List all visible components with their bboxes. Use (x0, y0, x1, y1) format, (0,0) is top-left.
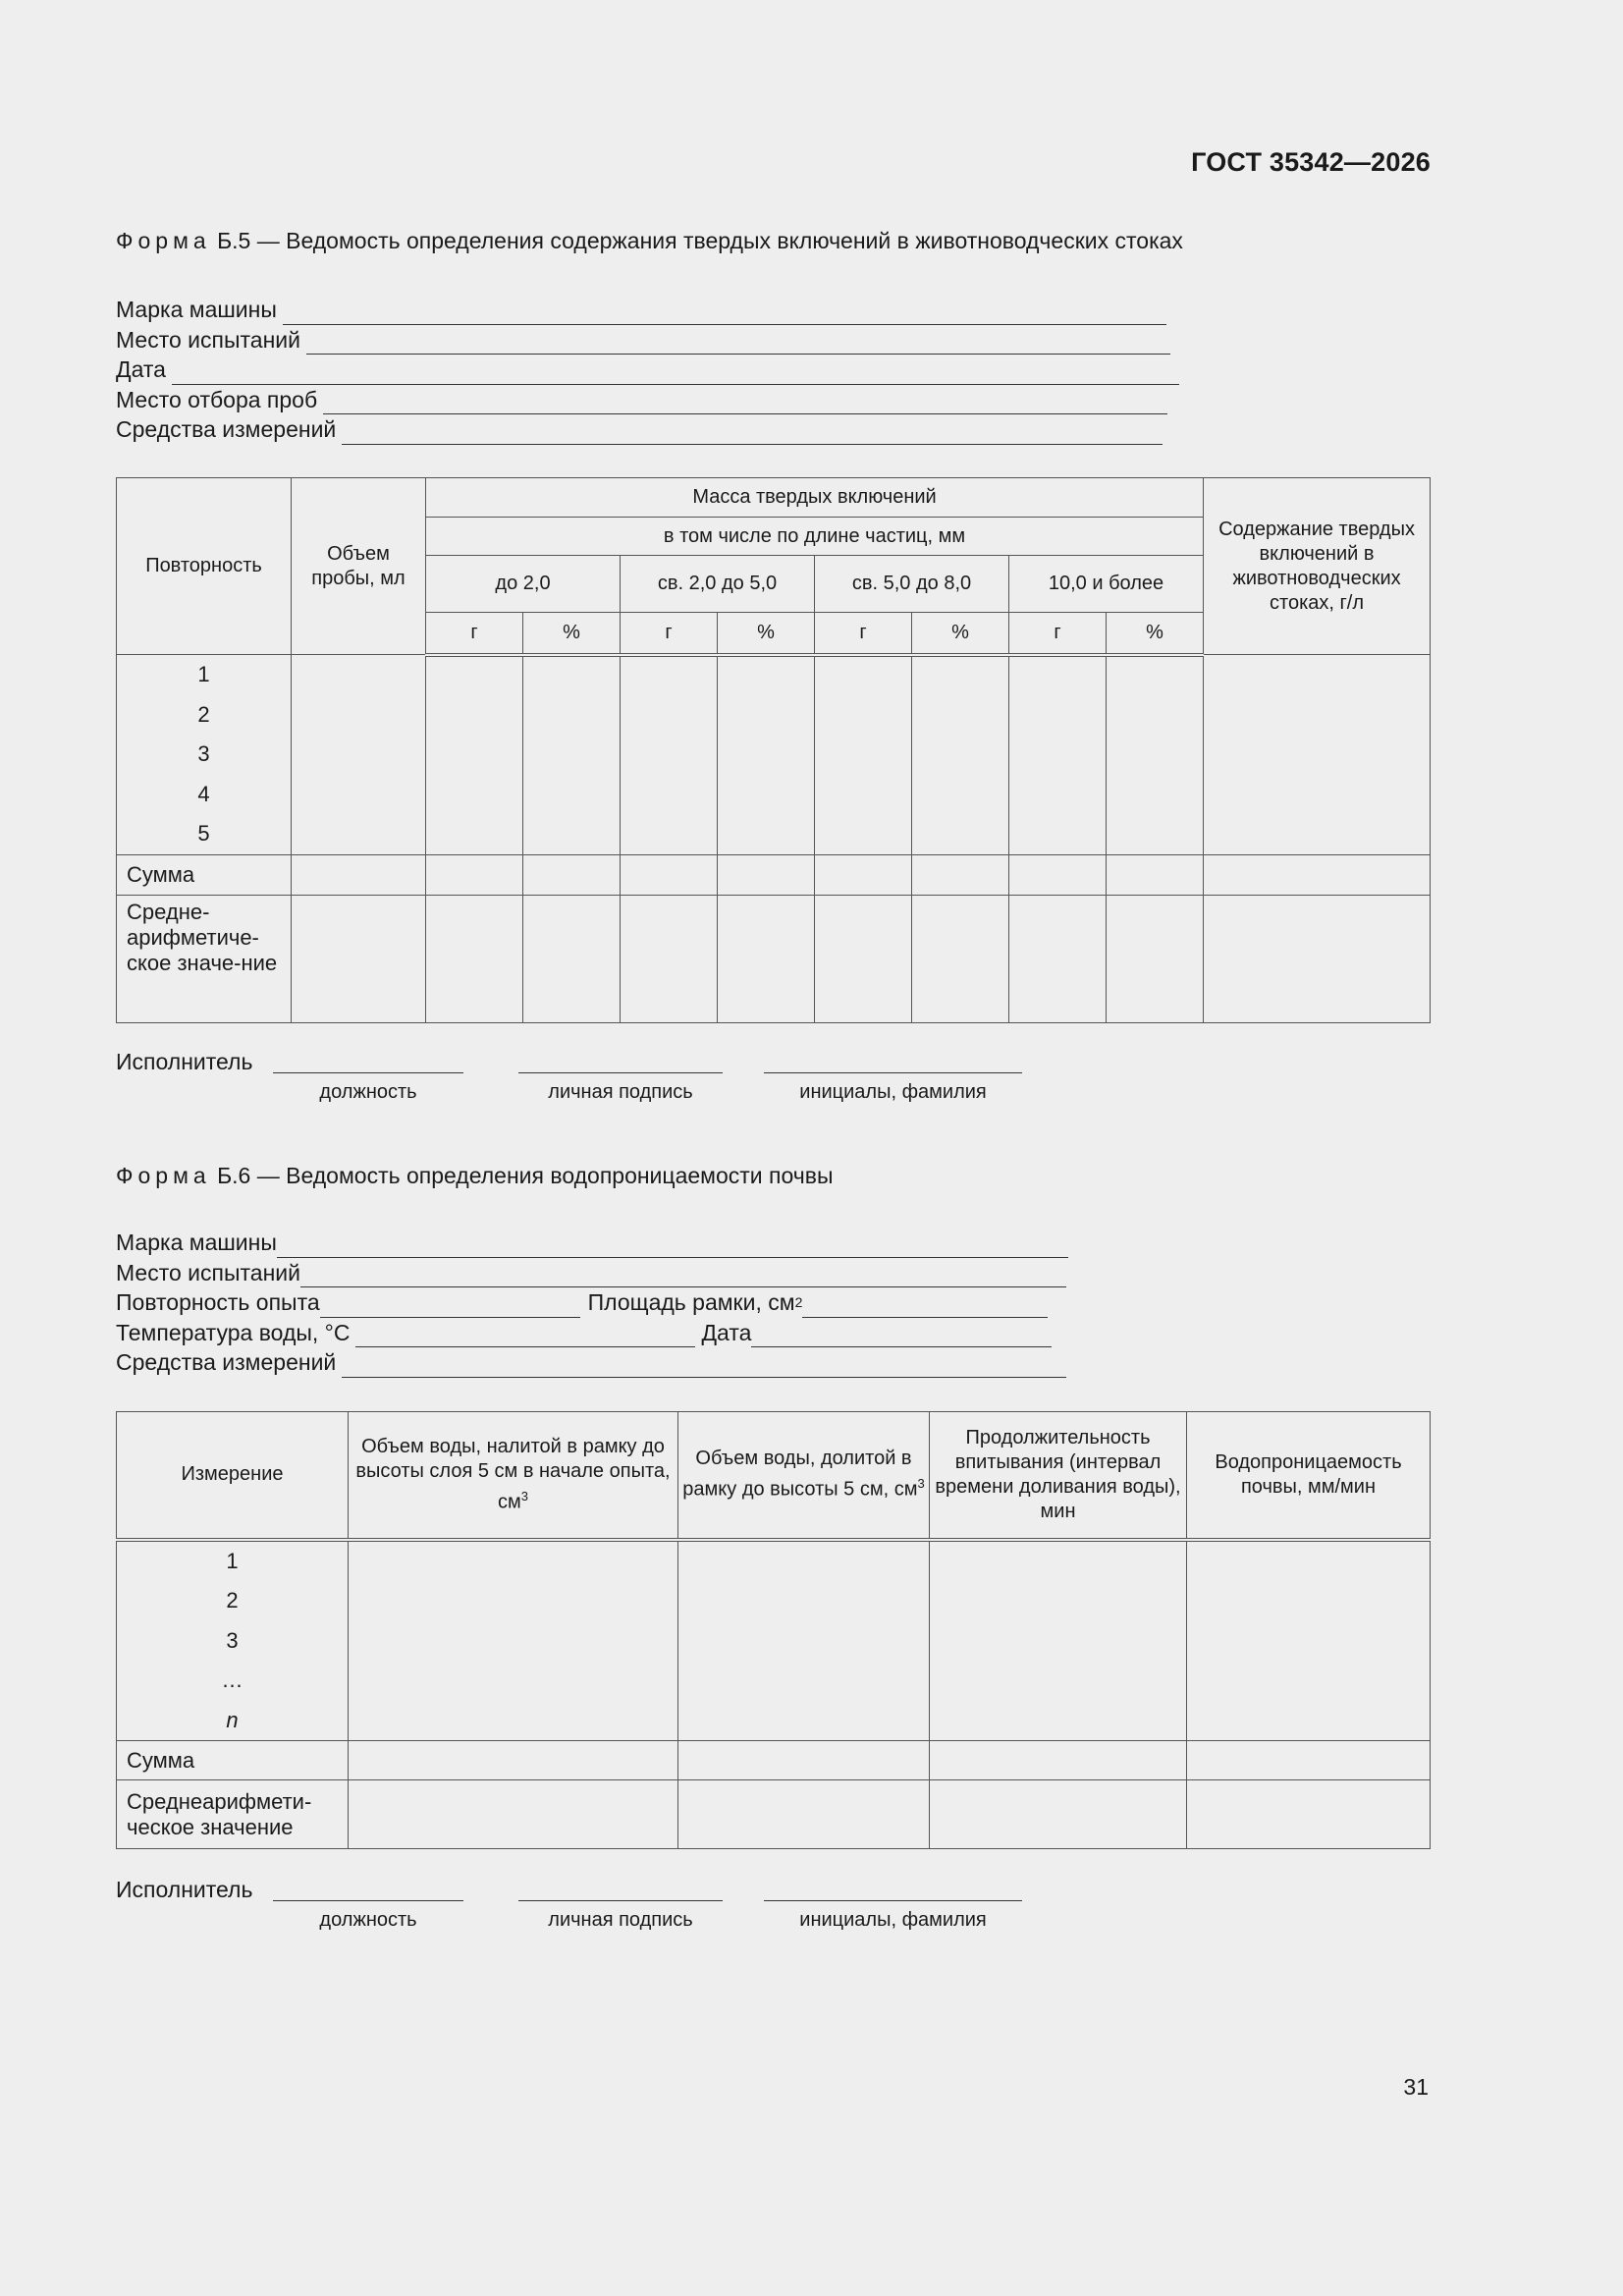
date-line[interactable] (172, 362, 1179, 385)
form-b5-title (116, 228, 1183, 254)
col-duration-header: Продолжительность впитывания (интервал времени доливания воды), мин (930, 1412, 1187, 1540)
area-line[interactable] (802, 1295, 1048, 1318)
measure-number: 2 (226, 1588, 239, 1613)
field-measuring-means: Средства измерений (116, 1347, 1068, 1378)
repeat-number: 3 (197, 741, 210, 766)
page-number: 31 (1403, 2074, 1429, 2100)
col-poured-header: Объем воды, налитой в рамку до высоты слоя 5 см в начале опыта, $см^3$ (349, 1412, 678, 1540)
unit-g-header: г (621, 613, 718, 655)
input-cell[interactable] (349, 1780, 678, 1849)
range-header: 10,0 и более (1009, 556, 1204, 613)
name-line[interactable] (764, 1900, 1022, 1901)
input-cell[interactable] (1107, 895, 1204, 1022)
col-mass-header: Масса твердых включений (426, 478, 1204, 518)
input-cell[interactable] (523, 854, 621, 895)
input-cell[interactable] (912, 854, 1009, 895)
input-cell[interactable] (678, 1780, 930, 1849)
repeat-number-cell (117, 655, 292, 855)
input-cell[interactable] (426, 895, 523, 1022)
unit-g-header: г (815, 613, 912, 655)
input-cell[interactable] (718, 895, 815, 1022)
measure-number: … (221, 1667, 243, 1692)
form-b5-signature (116, 1049, 1098, 1108)
average-label: Среднеарифмети-ческое значение (117, 1780, 349, 1849)
measuring-means-line[interactable] (342, 1355, 1066, 1378)
signature-caption: личная подпись (548, 1909, 693, 1931)
repeat-number: 5 (197, 821, 210, 846)
field-machine-brand: Марка машины (116, 295, 1179, 325)
form-b5-table (116, 477, 1431, 1023)
machine-brand-line[interactable] (277, 1235, 1068, 1258)
field-repeat-area: Повторность опыта Площадь рамки, см 2 (116, 1287, 1068, 1318)
position-caption: должность (319, 1081, 417, 1103)
repeat-number: 4 (197, 781, 210, 806)
input-cell[interactable] (930, 1741, 1187, 1780)
sampling-place-line[interactable] (323, 392, 1167, 414)
name-caption: инициалы, фамилия (799, 1909, 987, 1931)
input-cell[interactable] (815, 655, 912, 855)
machine-brand-line[interactable] (283, 302, 1166, 325)
col-volume-header: Объем пробы, мл (292, 478, 426, 655)
range-header: до 2,0 (426, 556, 621, 613)
sum-label: Сумма (117, 1741, 349, 1780)
position-line[interactable] (273, 1900, 463, 1901)
average-label: Средне-арифметиче-ское значе-ние (117, 895, 292, 1022)
input-cell[interactable] (1204, 895, 1431, 1022)
input-cell[interactable] (523, 895, 621, 1022)
signature-caption: личная подпись (548, 1081, 693, 1103)
input-cell[interactable] (678, 1540, 930, 1741)
input-cell[interactable] (1187, 1741, 1431, 1780)
field-machine-brand: Марка машины (116, 1228, 1068, 1258)
col-added-header: Объем воды, долитой в рамку до высоты 5 см, $см^3$ (678, 1412, 930, 1540)
form-b6-title (116, 1163, 834, 1189)
field-temp-date: Температура воды, °С Дата (116, 1318, 1068, 1348)
form-b5-title-text: Б.5 — Ведомость определения содержания твердых включений в животноводческих стоках (217, 228, 1183, 253)
field-test-place: Место испытаний (116, 325, 1179, 355)
input-cell[interactable] (426, 854, 523, 895)
input-cell[interactable] (621, 895, 718, 1022)
input-cell[interactable] (621, 655, 718, 855)
input-cell[interactable] (1204, 854, 1431, 895)
input-cell[interactable] (349, 1741, 678, 1780)
repeat-number: 2 (197, 701, 210, 727)
field-test-place: Место испытаний (116, 1258, 1068, 1288)
input-cell[interactable] (912, 655, 1009, 855)
date-line[interactable] (751, 1325, 1052, 1347)
form-b6-title-prefix: Форма (116, 1163, 211, 1188)
form-b6-fields (116, 1228, 1068, 1378)
position-caption: должность (319, 1909, 417, 1931)
input-cell[interactable] (815, 854, 912, 895)
input-cell[interactable] (678, 1741, 930, 1780)
unit-pct-header: % (912, 613, 1009, 655)
measure-number: 3 (226, 1627, 239, 1653)
table-row (117, 1540, 1431, 1741)
form-b5-fields (116, 295, 1179, 445)
input-cell[interactable] (930, 1540, 1187, 1741)
measure-number: 1 (226, 1548, 239, 1573)
test-place-line[interactable] (300, 1265, 1066, 1287)
input-cell[interactable] (1187, 1780, 1431, 1849)
unit-pct-header: % (523, 613, 621, 655)
measure-number-cell (117, 1540, 349, 1741)
executor-label: Исполнитель (116, 1877, 253, 1902)
col-measure-header: Измерение (117, 1412, 349, 1540)
input-cell[interactable] (292, 895, 426, 1022)
input-cell[interactable] (1009, 895, 1107, 1022)
input-cell[interactable] (718, 854, 815, 895)
form-b6-signature (116, 1877, 1098, 1936)
input-cell[interactable] (621, 854, 718, 895)
test-place-line[interactable] (306, 332, 1170, 355)
field-measuring-means: Средства измерений (116, 414, 1179, 445)
signature-line[interactable] (518, 1900, 723, 1901)
repeat-number: 1 (197, 662, 210, 686)
repeat-line[interactable] (320, 1295, 580, 1318)
name-caption: инициалы, фамилия (799, 1081, 987, 1103)
field-date: Дата (116, 355, 1179, 385)
field-sampling-place: Место отбора проб (116, 385, 1179, 415)
input-cell[interactable] (426, 655, 523, 855)
average-row (117, 1780, 1431, 1849)
executor-label: Исполнитель (116, 1049, 253, 1074)
form-b6-table (116, 1411, 1431, 1849)
col-content-header: Содержание твердых включений в животноводческих стоках, г/л (1204, 478, 1431, 655)
average-row (117, 895, 1431, 1022)
input-cell[interactable] (912, 895, 1009, 1022)
document-code: ГОСТ 35342—2026 (1191, 147, 1431, 177)
form-b5-title-prefix: Форма (116, 228, 211, 253)
input-cell[interactable] (349, 1540, 678, 1741)
unit-pct-header: % (1107, 613, 1204, 655)
measure-number: n (226, 1707, 239, 1732)
input-cell[interactable] (523, 655, 621, 855)
input-cell[interactable] (1009, 655, 1107, 855)
input-cell[interactable] (1204, 655, 1431, 855)
name-line[interactable] (764, 1072, 1022, 1073)
input-cell[interactable] (1187, 1540, 1431, 1741)
table-row (117, 655, 1431, 855)
measuring-means-line[interactable] (342, 422, 1163, 445)
input-cell[interactable] (292, 854, 426, 895)
input-cell[interactable] (1009, 854, 1107, 895)
sum-row (117, 1741, 1431, 1780)
unit-pct-header: % (718, 613, 815, 655)
form-b6-title-text: Б.6 — Ведомость определения водопроницаемости почвы (217, 1163, 834, 1188)
input-cell[interactable] (815, 895, 912, 1022)
position-line[interactable] (273, 1072, 463, 1073)
unit-g-header: г (1009, 613, 1107, 655)
range-header: св. 5,0 до 8,0 (815, 556, 1009, 613)
range-header: св. 2,0 до 5,0 (621, 556, 815, 613)
input-cell[interactable] (718, 655, 815, 855)
sum-label: Сумма (117, 854, 292, 895)
col-permeability-header: Водопроницаемость почвы, мм/мин (1187, 1412, 1431, 1540)
input-cell[interactable] (1107, 854, 1204, 895)
temperature-line[interactable] (355, 1325, 695, 1347)
signature-line[interactable] (518, 1072, 723, 1073)
unit-g-header: г (426, 613, 523, 655)
col-repeat-header: Повторность (117, 478, 292, 655)
input-cell[interactable] (1107, 655, 1204, 855)
sum-row (117, 854, 1431, 895)
input-cell[interactable] (292, 655, 426, 855)
input-cell[interactable] (930, 1780, 1187, 1849)
col-mass-subheader: в том числе по длине частиц, мм (426, 518, 1204, 556)
